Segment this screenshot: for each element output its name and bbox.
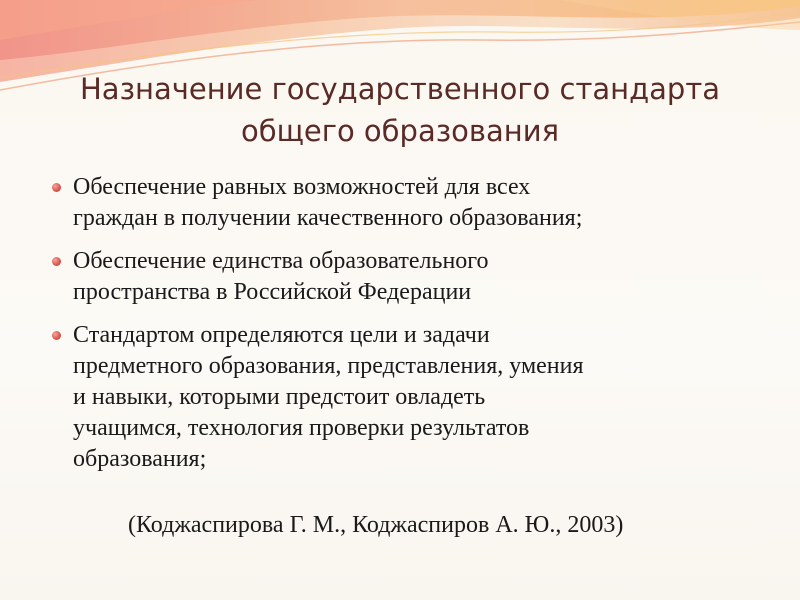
bullet-item-unity-of-space bbox=[50, 246, 760, 308]
citation-reference: (Коджаспирова Г. М., Коджаспиров А. Ю., 2003) bbox=[128, 512, 624, 538]
red-dot-bullet-icon bbox=[52, 331, 61, 340]
bullet-item-standard-defines bbox=[50, 320, 760, 475]
bullet-text-line: Обеспечение единства образовательного bbox=[73, 248, 489, 274]
bullet-text-line: и навыки, которыми предстоит овладеть bbox=[73, 384, 486, 410]
red-dot-bullet-icon bbox=[52, 183, 61, 192]
bullet-text-line: граждан в получении качественного образования; bbox=[73, 205, 583, 231]
bullet-text-line: пространства в Российской Федерации bbox=[73, 279, 472, 305]
bullet-text-line: предметного образования, представления, умения bbox=[73, 353, 584, 379]
bullet-item-equal-opportunities bbox=[50, 172, 760, 234]
bullet-text-line: Стандартом определяются цели и задачи bbox=[73, 322, 490, 348]
title-line-1: Назначение государственного стандарта bbox=[80, 72, 720, 106]
slide-title bbox=[20, 68, 780, 152]
title-line-2: общего образования bbox=[240, 114, 560, 148]
bullet-text-line: образования; bbox=[73, 446, 207, 472]
bullet-list bbox=[50, 172, 760, 475]
red-dot-bullet-icon bbox=[52, 257, 61, 266]
bullet-text-line: учащимся, технология проверки результатов bbox=[73, 415, 530, 441]
slide-content bbox=[50, 172, 760, 487]
bullet-text-line: Обеспечение равных возможностей для всех bbox=[73, 174, 531, 200]
